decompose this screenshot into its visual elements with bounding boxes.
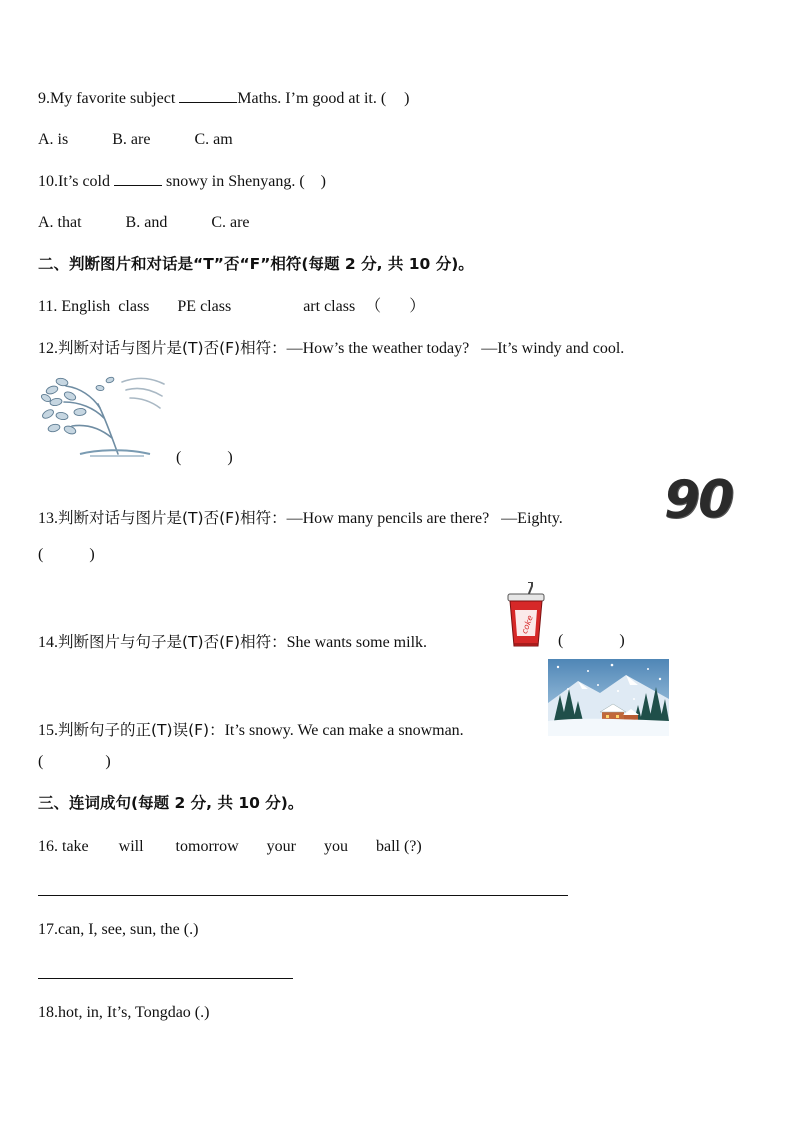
word-you: you <box>323 838 348 855</box>
question-number: 17. <box>38 921 58 938</box>
question-11 <box>38 296 425 317</box>
section-3-heading: 三、连词成句(每题 2 分, 共 10 分)。 <box>38 794 304 812</box>
question-number: 12. <box>38 340 58 357</box>
options-9 <box>38 130 233 150</box>
answer-blank[interactable] <box>179 88 237 103</box>
question-text: Maths. I’m good at it. ( <box>237 90 387 107</box>
word-will: will <box>118 838 144 855</box>
option-a: A. that <box>38 214 82 231</box>
answer-paren-open: （ <box>365 296 382 315</box>
options-10 <box>38 213 250 233</box>
word-list: can, I, see, sun, the (.) <box>58 921 199 938</box>
answer-paren-12 <box>176 448 233 468</box>
paren-close: ) <box>89 546 95 563</box>
question-13 <box>38 508 563 529</box>
question-18 <box>38 1003 209 1023</box>
question-text: It’s cold <box>58 173 114 190</box>
section-2-heading: 二、判断图片和对话是“T”否“F”相符(每题 2 分, 共 10 分)。 <box>38 255 474 273</box>
question-number: 18. <box>38 1004 58 1021</box>
sentence-text: She wants some milk. <box>286 634 428 651</box>
word-tomorrow: tomorrow <box>175 838 239 855</box>
paren-close: ) <box>105 753 111 770</box>
answer-paren: ) <box>404 90 410 107</box>
question-15 <box>38 720 464 741</box>
cup-label: coke <box>519 614 535 635</box>
question-10 <box>38 171 326 192</box>
cola-cup-image <box>506 582 546 648</box>
question-number: 10. <box>38 173 58 190</box>
word-list: hot, in, It’s, Tongdao (.) <box>58 1004 210 1021</box>
question-text: My favorite subject <box>50 90 180 107</box>
paren-close: ) <box>619 632 625 649</box>
option-art-class: art class <box>303 298 356 315</box>
instruction-text: 判断图片与句子是(T)否(F)相符： <box>58 633 287 651</box>
instruction-text: 判断对话与图片是(T)否(F)相符： <box>58 509 287 527</box>
word-ball: ball (?) <box>375 838 422 855</box>
paren-open: ( <box>38 753 44 770</box>
question-number: 16. <box>38 838 58 855</box>
option-c: C. am <box>194 131 233 148</box>
sentence-text: It’s snowy. We can make a snowman. <box>224 722 464 739</box>
question-number: 15. <box>38 722 58 739</box>
word-take: take <box>62 838 89 855</box>
question-number: 14. <box>38 634 58 651</box>
dialogue-text: —How many pencils are there? —Eighty. <box>286 510 563 527</box>
paren-open: ( <box>38 546 44 563</box>
option-b: B. and <box>125 214 168 231</box>
number-90-image: 90 <box>664 470 733 530</box>
answer-blank[interactable] <box>114 171 162 186</box>
answer-paren-13 <box>38 545 95 565</box>
question-9 <box>38 88 410 109</box>
answer-paren-15 <box>38 752 111 772</box>
option-english-class: English class <box>61 298 150 315</box>
answer-line-17[interactable] <box>38 978 293 979</box>
answer-paren-close: ） <box>409 296 426 315</box>
question-number: 9. <box>38 90 50 107</box>
answer-line-16[interactable] <box>38 895 568 896</box>
snowy-scene-image <box>548 659 669 736</box>
paren-close: ) <box>227 449 233 466</box>
question-text: snowy in Shenyang. ( <box>162 173 305 190</box>
option-b: B. are <box>112 131 151 148</box>
question-17 <box>38 920 198 940</box>
question-number: 11. <box>38 298 58 315</box>
instruction-text: 判断句子的正(T)误(F)： <box>58 721 225 739</box>
question-14 <box>38 632 427 653</box>
paren-open: ( <box>176 449 182 466</box>
dialogue-text: —How’s the weather today? —It’s windy and cool. <box>286 340 625 357</box>
windy-tree-image <box>40 368 170 460</box>
word-your: your <box>266 838 296 855</box>
instruction-text: 判断对话与图片是(T)否(F)相符： <box>58 339 287 357</box>
answer-paren: ) <box>320 173 326 190</box>
question-number: 13. <box>38 510 58 527</box>
option-a: A. is <box>38 131 69 148</box>
paren-open: ( <box>558 632 564 649</box>
option-c: C. are <box>211 214 250 231</box>
question-12 <box>38 338 624 359</box>
question-16 <box>38 837 422 857</box>
option-pe-class: PE class <box>177 298 232 315</box>
answer-paren-14 <box>558 631 625 651</box>
